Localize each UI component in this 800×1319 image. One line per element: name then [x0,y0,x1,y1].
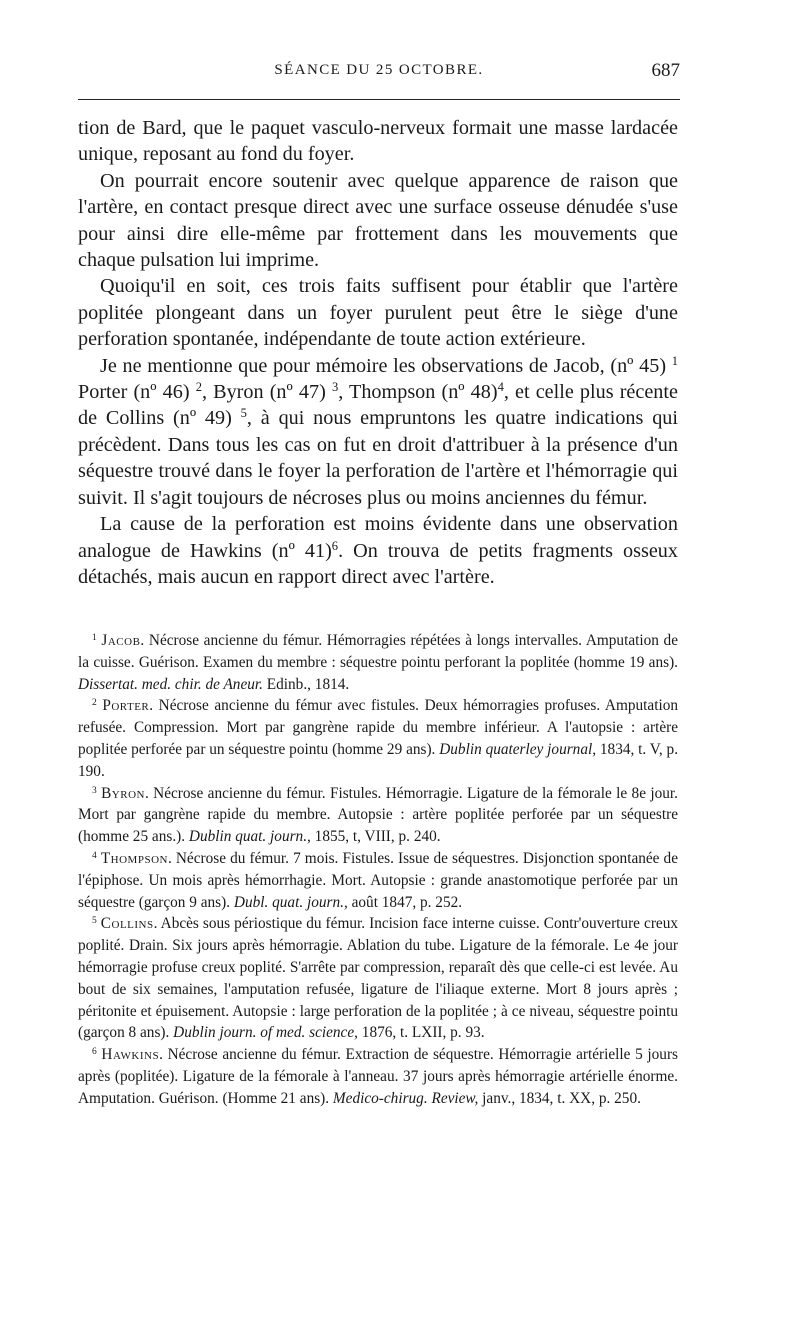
footnote-author: Thompson [100,849,168,867]
running-title: SÉANCE DU 25 OCTOBRE. [274,62,484,78]
footnote [78,848,678,913]
footnote [78,913,678,1044]
footnote-number: 1 [92,632,97,643]
footnote [78,1044,678,1109]
footnote-tail: 1834, t. V, p. 190. [78,740,679,780]
footnote-number: 5 [92,916,97,927]
footnote-author: Porter [102,697,150,715]
footnote-text: . Abcès sous périostique du fémur. Incision face interne cuisse. Contr'ouverture creux poplité. Drain. Six jours après hémorragie. Ablation du tube. Ligature de la fémorale. Le 4e jour hémorragie profuse creux poplité. S'arrête par compression, reparaît dès que celle-ci est levée. Au bout de six semaines, l'amputation refusée, ligature de l'iliaque externe. Mort 8 jours après ; péritonite et épuisement. Autopsie : large perforation de la poplitée ; à ce niveau, séquestre pointu (garçon 8 ans). [78,915,678,1042]
footnote-ref-6: 6 [331,538,339,553]
text-run: . On trouva de petits fragments osseux détachés, mais aucun en rapport direct avec l'artère. [78,539,678,588]
paragraph-hawkins [78,511,678,590]
page-header [78,60,680,88]
footnote-number: 4 [92,850,97,861]
footnote-number: 3 [92,785,97,796]
footnote-source: Medico-chirug. Review, [332,1089,479,1107]
body-text [78,115,678,590]
footnote-source: Dubl. quat. journ., [233,893,348,911]
footnote-source: Dissertat. med. chir. de Aneur. [78,675,263,693]
footnote-source: Dublin quaterley journal, [439,740,597,758]
footnote-source: Dublin quat. journ., [188,828,311,846]
footnote-tail: 1855, t, VIII, p. 240. [310,828,441,846]
footnote-author: Hawkins [101,1046,160,1064]
footnote-author: Jacob [101,632,141,649]
footnote-text: . Nécrose ancienne du fémur avec fistules. Deux hémorragies profuses. Amputation refusée. Compression. Mort par gangrène rapide du membre inférieur. A l'autopsie : artère poplitée perforée par un séquestre pointu (homme 29 ans). [78,697,678,758]
footnote-tail: janv., 1834, t. XX, p. 250. [478,1089,641,1107]
text-run: , Byron (nº 47) [201,381,332,404]
footnote-text: . Nécrose ancienne du fémur. Extraction de séquestre. Hémorragie artérielle 5 jours après (poplitée). Ligature de la fémorale à l'anneau. 37 jours après hémorragie artérielle énorme. Amputation. Guérison. (Homme 21 ans). [78,1046,678,1107]
footnote-ref-4: 4 [497,380,504,395]
paragraph-continuation: tion de Bard, que le paquet vasculo-nerveux formait une masse lardacée unique, reposant au fond du foyer. [78,117,678,166]
footnote-source: Dublin journ. of med. science, [173,1024,358,1042]
paragraph-artery-friction: On pourrait encore soutenir avec quelque apparence de raison que l'artère, en contact presque direct avec une surface osseuse dénudée s'use pour ainsi dire elle-même par frottement dans les mouvements que chaque pulsation lui imprime. [78,169,678,272]
footnote-ref-2: 2 [195,380,202,395]
footnote [78,695,678,782]
footnote-text: . Nécrose ancienne du fémur. Hémorragies répétées à longs intervalles. Amputation de la cuisse. Guérison. Examen du membre : séquestre pointu perforant la poplitée (homme 19 ans). [78,632,678,671]
header-rule [78,99,680,100]
footnotes [78,630,678,1110]
footnote-ref-3: 3 [331,380,339,395]
paragraph-observations [78,353,678,511]
text-run: La cause de la perforation est moins évidente dans une observation analogue de Hawkins (nº 41) [78,513,678,562]
footnote-tail: 1876, t. LXII, p. 93. [357,1024,485,1042]
footnote-author: Collins [100,915,154,933]
text-run: Porter (nº 46) [78,381,196,404]
text-run: , Thompson (nº 48) [338,381,498,404]
footnote-ref-5: 5 [240,406,247,421]
footnote-ref-1: 1 [671,353,678,368]
footnote [78,630,678,695]
footnote-text: . Nécrose ancienne du fémur. Fistules. Hémorragie. Ligature de la fémorale le 8e jour. Mort par gangrène rapide du membre. Autopsie : artère poplitée perforée par un séquestre (homme 25 ans.). [78,784,678,846]
footnote-number: 2 [92,698,97,709]
footnote-author: Byron [101,784,145,802]
footnote [78,783,678,848]
paragraph-popliteal-perforation: Quoiqu'il en soit, ces trois faits suffisent pour établir que l'artère poplitée plongeant dans un foyer purulent peut être le siège d'une perforation spontanée, indépendante de toute action extérieure. [78,275,678,351]
text-run: , et celle plus récente de Collins (nº 49) [78,381,678,430]
text-run: , à qui nous empruntons les quatre indications qui précèdent. Dans tous les cas on fut en droit d'attribuer à la présence d'un séquestre trouvé dans le foyer la perforation de l'artère et l'hémorragie qui suivit. Il s'agit toujours de nécroses plus ou moins anciennes du fémur. [78,407,678,509]
footnote-tail: Edinb., 1814. [262,675,350,693]
footnote-number: 6 [92,1046,97,1057]
text-run: Je ne mentionne que pour mémoire les observations de Jacob, (nº 45) [100,354,672,377]
footnote-text: . Nécrose du fémur. 7 mois. Fistules. Issue de séquestres. Disjonction spontanée de l'épiphose. Un mois après hémorrhagie. Mort. Autopsie : grande anastomotique perforée par un séquestre (garçon 9 ans). [78,849,678,911]
footnote-tail: août 1847, p. 252. [347,893,463,911]
page-number: 687 [651,60,680,81]
